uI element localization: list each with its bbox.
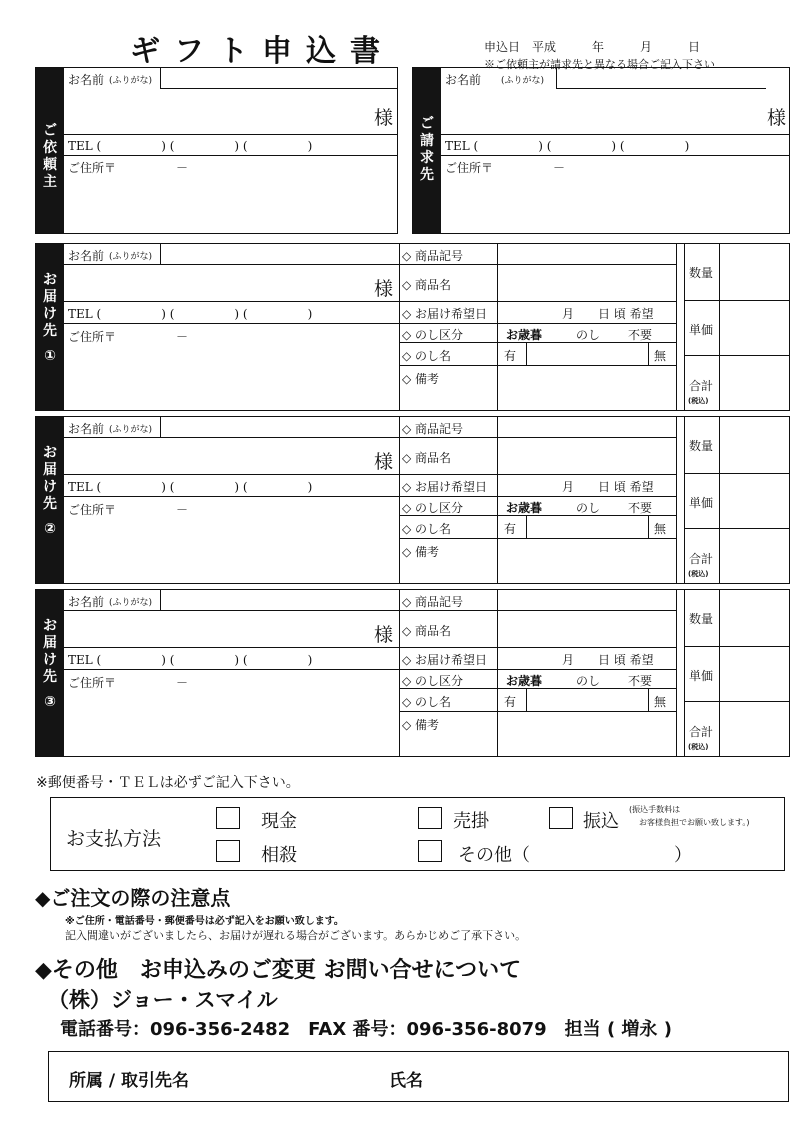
noshi-none-option[interactable]: 不要 [628, 328, 653, 342]
payment-cash-label: 現金 [261, 811, 297, 832]
delivery-tel-field[interactable]: TEL ( ) ( ) ( ) [68, 307, 313, 321]
field-delivery-date: ◇ お届け希望日 [402, 307, 488, 321]
field-product-code: ◇ 商品記号 [402, 422, 464, 436]
quantity-label: 数量 [689, 439, 714, 453]
quantity-input[interactable] [720, 591, 789, 646]
tax-included-label: (税込) [688, 397, 709, 405]
requester-section [35, 67, 398, 234]
delivery-side-label: お 届 け 先 ① [36, 244, 64, 410]
transfer-note-2: お客様負担でお願い致します。) [639, 818, 750, 827]
delivery-name-field[interactable] [64, 265, 399, 301]
delivery-name-field[interactable] [64, 438, 399, 474]
name-label: お名前 [68, 249, 105, 263]
honorific-sama: 様 [374, 107, 394, 129]
payment-credit-label: 売掛 [453, 811, 489, 832]
delivery-address-field[interactable]: ご住所〒 － [68, 503, 189, 517]
noshi-name-no[interactable]: 無 [654, 695, 667, 709]
delivery-date-input[interactable]: 月 日 頃 希望 [562, 653, 654, 667]
name-label: お名前 [445, 73, 482, 87]
furigana-label: (ふりがな) [109, 598, 153, 608]
application-date-label: 申込日 平成 年 月 日 [484, 40, 701, 54]
quantity-input[interactable] [720, 245, 789, 300]
unit-price-label: 単価 [689, 323, 714, 337]
field-product-name: ◇ 商品名 [402, 624, 452, 638]
company-name: （株）ジョー・スマイル [48, 988, 278, 1012]
product-name-input[interactable] [498, 611, 676, 647]
payment-transfer-label: 振込 [583, 811, 619, 832]
affiliation-label: 所属 / 取引先名 [69, 1071, 190, 1091]
field-product-name: ◇ 商品名 [402, 451, 452, 465]
billing-address-field[interactable]: ご住所〒 － [445, 161, 566, 175]
field-noshi-type: ◇ のし区分 [402, 674, 464, 688]
unit-price-input[interactable] [720, 647, 789, 701]
total-input[interactable] [720, 702, 789, 756]
affiliation-box [48, 1051, 789, 1102]
delivery-tel-field[interactable]: TEL ( ) ( ) ( ) [68, 653, 313, 667]
payment-other-checkbox[interactable] [418, 840, 442, 862]
furigana-label: (ふりがな) [501, 76, 545, 86]
affiliation-input[interactable] [229, 1060, 379, 1094]
field-remarks: ◇ 備考 [402, 718, 440, 732]
requester-tel-field[interactable]: TEL ( ) ( ) ( ) [68, 139, 313, 153]
noshi-noshi-option[interactable]: のし [576, 328, 601, 342]
notice-line-1: ※ご住所・電話番号・郵便番号は必ず記入をお願い致します。 [65, 916, 344, 927]
name-label: お名前 [68, 422, 105, 436]
field-delivery-date: ◇ お届け希望日 [402, 653, 488, 667]
field-noshi-name: ◇ のし名 [402, 522, 452, 536]
field-product-name: ◇ 商品名 [402, 278, 452, 292]
name-label: お名前 [68, 73, 105, 87]
product-code-input[interactable] [498, 418, 676, 437]
noshi-none-option[interactable]: 不要 [628, 501, 653, 515]
unit-price-input[interactable] [720, 474, 789, 528]
delivery-number: ③ [44, 694, 56, 710]
noshi-name-yes[interactable]: 有 [504, 522, 517, 536]
tax-included-label: (税込) [688, 570, 709, 578]
notice-heading: ◆ご注文の際の注意点 [35, 886, 231, 910]
delivery-side-label: お 届 け 先 ③ [36, 590, 64, 756]
payment-other-label: その他（ ） [458, 845, 692, 866]
tax-included-label: (税込) [688, 743, 709, 751]
delivery-address-field[interactable]: ご住所〒 － [68, 676, 189, 690]
product-name-input[interactable] [498, 265, 676, 301]
noshi-noshi-option[interactable]: のし [576, 674, 601, 688]
signer-name-input[interactable] [449, 1060, 779, 1094]
remarks-input[interactable] [498, 366, 676, 410]
payment-section [50, 797, 785, 871]
delivery-number: ① [44, 348, 56, 364]
delivery-section [35, 589, 790, 757]
quantity-input[interactable] [720, 418, 789, 473]
field-delivery-date: ◇ お届け希望日 [402, 480, 488, 494]
billing-note: ※ご依頼主が請求先と異なる場合ご記入下さい [484, 58, 715, 71]
furigana-label: (ふりがな) [109, 76, 153, 86]
noshi-none-option[interactable]: 不要 [628, 674, 653, 688]
total-label: 合計 [689, 552, 714, 566]
form-title: ギフト申込書 [130, 34, 394, 69]
quantity-label: 数量 [689, 266, 714, 280]
product-code-input[interactable] [498, 245, 676, 264]
total-label: 合計 [689, 725, 714, 739]
requester-name-field[interactable] [64, 89, 398, 134]
noshi-oseibo-option[interactable]: お歳暮 [506, 328, 543, 342]
delivery-section [35, 243, 790, 411]
noshi-noshi-option[interactable]: のし [576, 501, 601, 515]
unit-price-input[interactable] [720, 301, 789, 355]
product-code-input[interactable] [498, 591, 676, 610]
payment-offset-checkbox[interactable] [216, 840, 240, 862]
quantity-label: 数量 [689, 612, 714, 626]
field-noshi-name: ◇ のし名 [402, 695, 452, 709]
billing-section [412, 67, 790, 234]
delivery-side-label: お 届 け 先 ② [36, 417, 64, 583]
delivery-date-input[interactable]: 月 日 頃 希望 [562, 480, 654, 494]
transfer-note-1: (振込手数料は [629, 805, 681, 814]
payment-offset-label: 相殺 [261, 845, 297, 866]
delivery-section [35, 416, 790, 584]
postal-note: ※郵便番号・ＴＥＬは必ずご記入下さい。 [36, 775, 300, 791]
delivery-number: ② [44, 521, 56, 537]
name-label: お名前 [68, 595, 105, 609]
remarks-input[interactable] [498, 712, 676, 756]
delivery-name-field[interactable] [64, 611, 399, 647]
product-name-input[interactable] [498, 438, 676, 474]
noshi-name-yes[interactable]: 有 [504, 349, 517, 363]
noshi-oseibo-option[interactable]: お歳暮 [506, 501, 543, 515]
noshi-name-no[interactable]: 無 [654, 522, 667, 536]
billing-name-field[interactable] [441, 89, 789, 134]
payment-cash-checkbox[interactable] [216, 807, 240, 829]
billing-tel-field[interactable]: TEL ( ) ( ) ( ) [445, 139, 690, 153]
field-noshi-name: ◇ のし名 [402, 349, 452, 363]
total-input[interactable] [720, 529, 789, 583]
requester-address-field[interactable]: ご住所〒 － [68, 161, 189, 175]
field-product-code: ◇ 商品記号 [402, 595, 464, 609]
requester-side-label: ご 依 頼 主 [36, 68, 64, 233]
contact-phones: 電話番号：096-356-2482 FAX 番号：096-356-8079 担当 ( 増永 ) [60, 1019, 672, 1040]
delivery-address-field[interactable]: ご住所〒 － [68, 330, 189, 344]
field-remarks: ◇ 備考 [402, 545, 440, 559]
unit-price-label: 単価 [689, 496, 714, 510]
signer-name-label: 氏名 [389, 1071, 423, 1091]
furigana-label: (ふりがな) [109, 425, 153, 435]
delivery-date-input[interactable]: 月 日 頃 希望 [562, 307, 654, 321]
total-label: 合計 [689, 379, 714, 393]
payment-transfer-checkbox[interactable] [549, 807, 573, 829]
payment-label: お支払方法 [66, 828, 162, 850]
payment-credit-checkbox[interactable] [418, 807, 442, 829]
honorific-sama: 様 [374, 278, 394, 300]
contact-heading: ◆その他 お申込みのご変更 お問い合せについて [35, 958, 522, 983]
noshi-name-no[interactable]: 無 [654, 349, 667, 363]
unit-price-label: 単価 [689, 669, 714, 683]
furigana-label: (ふりがな) [109, 252, 153, 262]
honorific-sama: 様 [767, 107, 787, 129]
billing-side-label: ご 請 求 先 [413, 68, 441, 233]
noshi-oseibo-option[interactable]: お歳暮 [506, 674, 543, 688]
field-remarks: ◇ 備考 [402, 372, 440, 386]
field-noshi-type: ◇ のし区分 [402, 328, 464, 342]
honorific-sama: 様 [374, 624, 394, 646]
honorific-sama: 様 [374, 451, 394, 473]
noshi-name-yes[interactable]: 有 [504, 695, 517, 709]
delivery-tel-field[interactable]: TEL ( ) ( ) ( ) [68, 480, 313, 494]
notice-line-2: 記入間違いがございましたら、お届けが遅れる場合がございます。あらかじめご了承下さい。 [65, 929, 527, 942]
field-noshi-type: ◇ のし区分 [402, 501, 464, 515]
total-input[interactable] [720, 356, 789, 410]
remarks-input[interactable] [498, 539, 676, 583]
field-product-code: ◇ 商品記号 [402, 249, 464, 263]
